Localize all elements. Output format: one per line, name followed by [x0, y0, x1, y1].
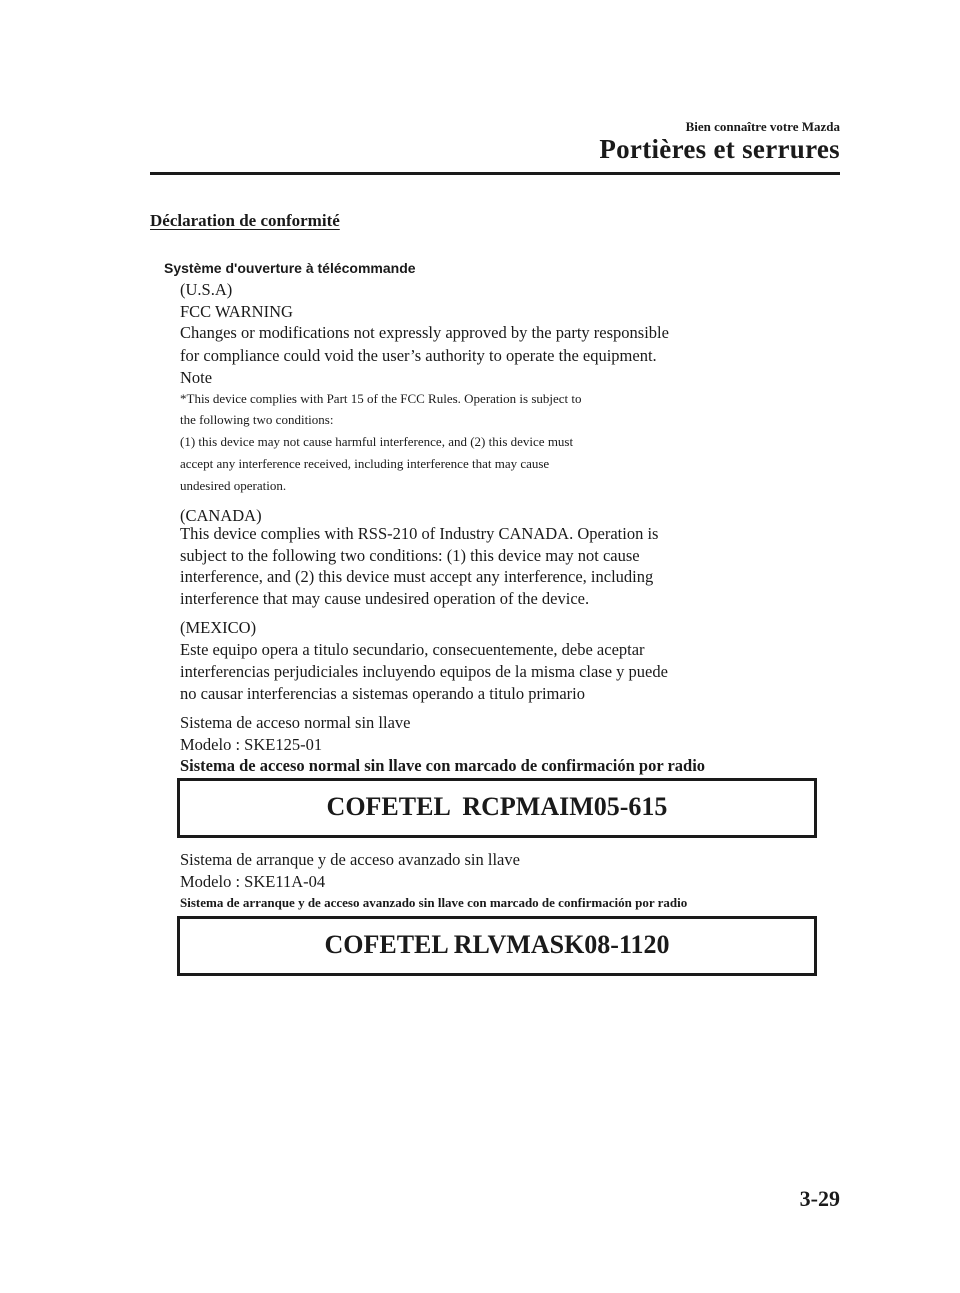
mexico-label: (MEXICO): [180, 618, 257, 637]
mexico-line: Este equipo opera a titulo secundario, consecuentemente, debe aceptar: [180, 640, 645, 659]
note-line: accept any interference received, including interference that may cause: [180, 456, 550, 471]
section-title: Déclaration de conformité: [150, 211, 340, 230]
page-title: Portières et serrures: [599, 134, 840, 164]
mexico-line: interferencias perjudiciales incluyendo equipos de la misma clase y puede: [180, 662, 668, 681]
header-divider: [150, 172, 840, 175]
cofetel-code: COFETEL RLVMASK08-1120: [324, 930, 670, 959]
system-name: Sistema de acceso normal sin llave: [180, 713, 411, 732]
note-line: the following two conditions:: [180, 412, 334, 427]
system-caption: Sistema de acceso normal sin llave con marcado de confirmación por radio: [180, 756, 706, 775]
cofetel-code: COFETEL RCPMAIM05-615: [326, 792, 668, 821]
mexico-line: no causar interferencias a sistemas operando a titulo primario: [180, 684, 586, 703]
note-line: (1) this device may not cause harmful interference, and (2) this device must: [180, 434, 574, 449]
canada-line: This device complies with RSS-210 of Industry CANADA. Operation is: [180, 524, 659, 543]
note-label: Note: [180, 368, 213, 387]
canada-line: interference that may cause undesired operation of the device.: [180, 589, 590, 608]
canada-label: (CANADA): [180, 506, 262, 525]
note-line: *This device complies with Part 15 of the FCC Rules. Operation is subject to: [180, 391, 582, 406]
system-model: Modelo : SKE11A-04: [180, 872, 326, 891]
canada-line: interference, and (2) this device must accept any interference, including: [180, 567, 654, 586]
canada-line: subject to the following two conditions: (1) this device may not cause: [180, 546, 640, 565]
system-caption: Sistema de arranque y de acceso avanzado sin llave con marcado de confirmación por radio: [180, 895, 688, 910]
cofetel-certification-box: [177, 778, 817, 838]
page-number: 3-29: [799, 1186, 840, 1211]
chapter-label: Bien connaître votre Mazda: [685, 119, 840, 134]
usa-label: (U.S.A): [180, 280, 233, 299]
note-line: undesired operation.: [180, 478, 287, 493]
section-subheading: Système d'ouverture à télécommande: [164, 260, 416, 276]
system-model: Modelo : SKE125-01: [180, 735, 323, 754]
fcc-warning-title: FCC WARNING: [180, 302, 293, 321]
system-name: Sistema de arranque y de acceso avanzado sin llave: [180, 850, 520, 869]
cofetel-certification-box: [177, 916, 817, 976]
fcc-warning-line: for compliance could void the user’s authority to operate the equipment.: [180, 346, 657, 365]
fcc-warning-line: Changes or modifications not expressly approved by the party responsible: [180, 323, 669, 342]
